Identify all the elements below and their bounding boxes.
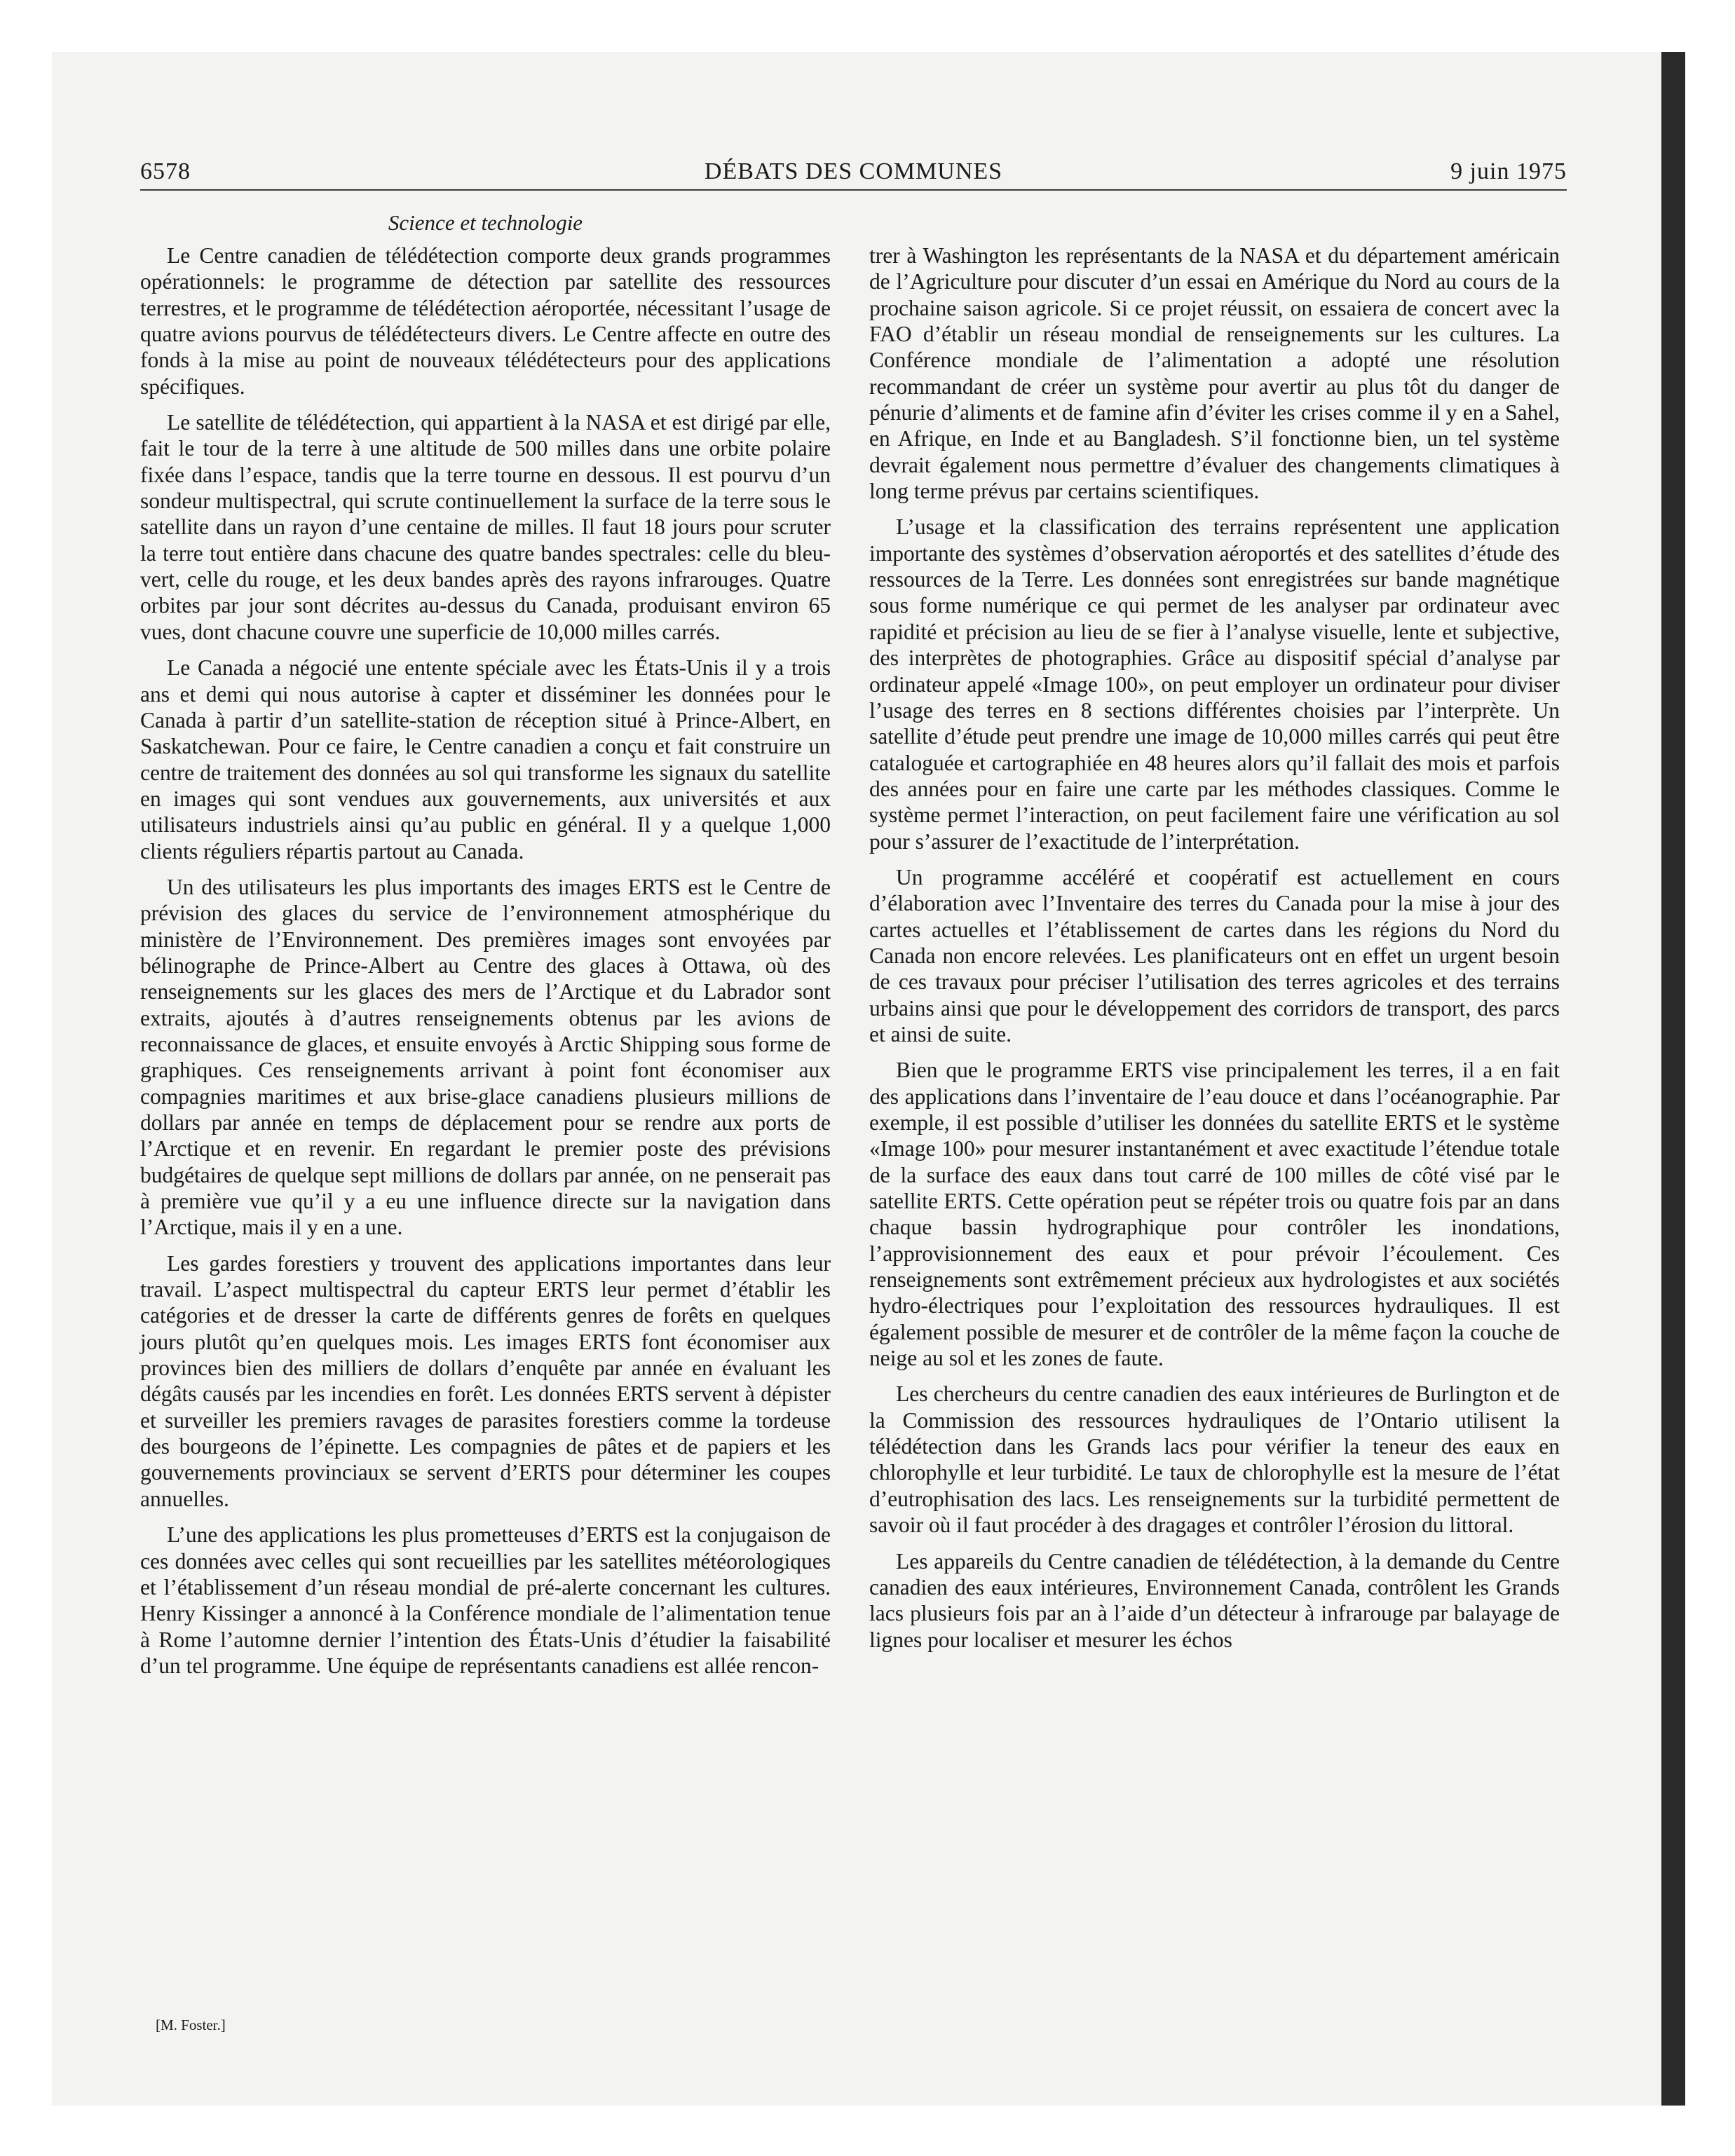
left-column <box>140 243 831 1688</box>
header-rule <box>140 189 1567 191</box>
page-date: 9 juin 1975 <box>1450 158 1567 184</box>
publication-title: DÉBATS DES COMMUNES <box>704 158 1003 184</box>
speaker-tag: [M. Foster.] <box>156 2017 226 2033</box>
paragraph: Le Canada a négocié une entente spéciale avec les États-Unis il y a trois ans et demi qui nous autorise à capter et disséminer les données pour le Canada à partir d’un satellite-station de réception situé à Prince-Albert, en Saskatchewan. Pour ce faire, le Centre canadien a conçu et fait construire un centre de traitement des données au sol qui transforme les signaux du satellite en images qui sont vendues aux gouvernements, aux universités et aux utilisateurs industriels ainsi qu’au public en général. Il y a quelque 1,000 clients réguliers répartis partout au Canada. <box>140 655 831 864</box>
page-number: 6578 <box>140 158 191 184</box>
paragraph: Les gardes forestiers y trouvent des applications importantes dans leur travail. L’aspect multispectral du capteur ERTS leur permet d’établir les catégories et de dresser la carte de différents genres de forêts en quelques jours plutôt qu’en quelques mois. Les images ERTS font économiser aux provinces bien des milliers de dollars d’enquête par année en évaluant les dégâts causés par les incendies en forêt. Les données ERTS servent à dépister et surveiller les premiers ravages de parasites forestiers comme la tordeuse des bourgeons de l’épinette. Les compagnies de pâtes et de papiers et les gouvernements provinciaux se servent d’ERTS pour déterminer les coupes annuelles. <box>140 1250 831 1511</box>
paragraph: L’une des applications les plus prometteuses d’ERTS est la conjugaison de ces données avec celles qui sont recueillies par les satellites météorologiques et l’établissement d’un réseau mondial de pré-alerte concernant les cultures. Henry Kissinger a annoncé à la Conférence mondiale de l’alimentation tenue à Rome l’automne dernier l’intention des États-Unis d’étudier la faisabilité d’un tel programme. Une équipe de représentants canadiens est allée rencon- <box>140 1522 831 1678</box>
paragraph: Un des utilisateurs les plus importants des images ERTS est le Centre de prévision des glaces du service de l’environnement atmosphérique du ministère de l’Environnement. Des premières images sont envoyées par bélinographe de Prince-Albert au Centre des glaces à Ottawa, où des renseignements sur les glaces des mers de l’Arctique et du Labrador sont extraits, ajoutés à d’autres renseignements obtenus par les avions de reconnaissance de glaces, et ensuite envoyés à Arctic Shipping sous forme de graphiques. Ces renseignements arrivant à point font économiser aux compagnies maritimes et aux brise-glace canadiens plusieurs millions de dollars par année en temps de déplacement pour se rendre aux ports de l’Arctique et en revenir. En regardant le premier poste des prévisions budgétaires de quelque sept millions de dollars par année, on ne penserait pas à première vue qu’il y a eu une influence directe sur la navigation dans l’Arctique, mais il y en a une. <box>140 874 831 1240</box>
paragraph: L’usage et la classification des terrains représentent une application importante des systèmes d’observation aéroportés et des satellites d’étude des ressources de la Terre. Les données sont enregistrées sur bande magnétique sous forme numérique ce qui permet de les analyser par ordinateur avec rapidité et précision au lieu de se fier à l’analyse visuelle, lente et subjective, des interprètes de photographies. Grâce au dispositif spécial d’analyse par ordinateur appelé «Image 100», on peut employer un ordinateur pour diviser l’usage des terres en 8 sections différentes choisies par l’interprète. Un satellite d’étude peut prendre une image de 10,000 milles carrés qui peut être cataloguée et cartographiée en 48 heures alors qu’il fallait des mois et parfois des années pour en faire une carte par les méthodes classiques. Comme le système permet l’interaction, on peut facilement faire une vérification au sol pour s’assurer de l’exactitude de l’interprétation. <box>869 514 1560 854</box>
page-header <box>140 156 1567 188</box>
paragraph: Les chercheurs du centre canadien des eaux intérieures de Burlington et de la Commission des ressources hydrauliques de l’Ontario utilisent la télédétection dans les Grands lacs pour vérifier la teneur des eaux en chlorophylle et leur turbidité. Le taux de chlorophylle est la mesure de l’état d’eutrophisation des lacs. Les renseignements sur la turbidité permettent de savoir où il faut procéder à des dragages et contrôler l’érosion du littoral. <box>869 1381 1560 1538</box>
scan-edge-bar <box>1661 52 1685 2106</box>
paragraph: Un programme accéléré et coopératif est actuellement en cours d’élaboration avec l’Inventaire des terres du Canada pour la mise à jour des cartes actuelles et l’établissement de cartes dans les régions du Nord du Canada non encore relevées. Les planificateurs ont en effet un urgent besoin de ces travaux pour préciser l’utilisation des terres agricoles et des terrains urbains ainsi que pour le développement des corridors de transport, des parcs et ainsi de suite. <box>869 864 1560 1046</box>
paragraph: Le satellite de télédétection, qui appartient à la NASA et est dirigé par elle, fait le tour de la terre à une altitude de 500 milles dans une orbite polaire fixée dans l’espace, tandis que la terre tourne en dessous. Il est pourvu d’un sondeur multispectral, qui scrute continuellement la surface de la terre sous le satellite dans un rayon d’une centaine de milles. Il faut 18 jours pour scruter la terre tout entière dans chacune des quatre bandes spectrales: celle du bleu-vert, celle du rouge, et les deux bandes après des rayons infrarouges. Quatre orbites par jour sont décrites au-dessus du Canada, produisant environ 65 vues, dont chacune couvre une superficie de 10,000 milles carrés. <box>140 410 831 644</box>
right-column <box>869 243 1560 1663</box>
section-heading: Science et technologie <box>388 210 583 235</box>
paragraph: Les appareils du Centre canadien de télédétection, à la demande du Centre canadien des eaux intérieures, Environnement Canada, contrôlent les Grands lacs plusieurs fois par an à l’aide d’un détecteur à infrarouge par balayage de lignes pour localiser et mesurer les échos <box>869 1548 1560 1652</box>
paragraph: Bien que le programme ERTS vise principalement les terres, il a en fait des applications dans l’inventaire de l’eau douce et dans l’océanographie. Par exemple, il est possible d’utiliser les données du satellite ERTS et le système «Image 100» pour mesurer instantanément et avec exactitude l’étendue totale de la surface des eaux dans tout carré de 100 milles de côté visé par le satellite ERTS. Cette opération peut se répéter trois ou quatre fois par an dans chaque bassin hydrographique pour contrôler les inondations, l’approvisionnement des eaux et pour prévoir l’écoulement. Ces renseignements sont extrêmement précieux aux hydrologistes et aux sociétés hydro-électriques pour l’exploitation des ressources hydrauliques. Il est également possible de mesurer et de contrôler de la même façon la couche de neige au sol et les zones de faute. <box>869 1058 1560 1371</box>
paragraph: trer à Washington les représentants de la NASA et du département américain de l’Agriculture pour discuter d’un essai en Amérique du Nord au cours de la prochaine saison agricole. Si ce projet réussit, on essaiera de concert avec la FAO d’établir un réseau mondial de renseignements sur les cultures. La Conférence mondiale de l’alimentation a adopté une résolution recommandant de créer un système pour avertir au plus tôt du danger de pénurie d’aliments et de famine afin d’éviter les crises comme il y en a Sahel, en Afrique, en Inde et au Bangladesh. S’il fonctionne bien, un tel système devrait également nous permettre d’évaluer des changements climatiques à long terme prévus par certains scientifiques. <box>869 243 1560 504</box>
paragraph: Le Centre canadien de télédétection comporte deux grands programmes opérationnels: le programme de détection par satellite des ressources terrestres, et le programme de télédétection aéroportée, nécessitant l’usage de quatre avions pourvus de télédétecteurs divers. Le Centre affecte en outre des fonds à la mise au point de nouveaux télédétecteurs pour des applications spécifiques. <box>140 243 831 399</box>
